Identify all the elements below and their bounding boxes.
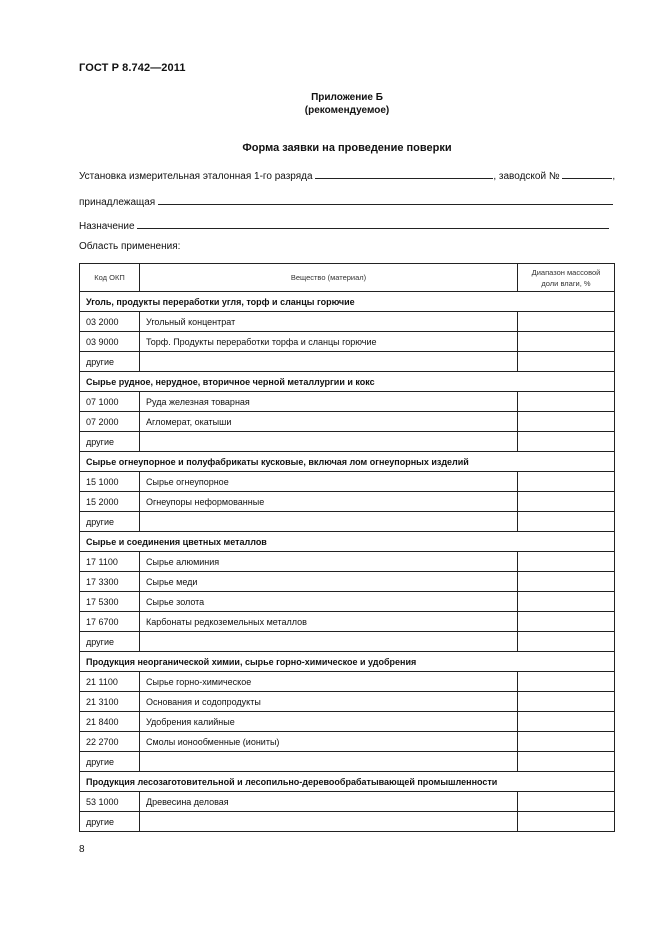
material-cell: Сырье огнеупорное — [140, 472, 518, 492]
material-cell: Агломерат, окатыши — [140, 412, 518, 432]
moisture-range-cell[interactable] — [518, 472, 615, 492]
material-cell: Удобрения калийные — [140, 712, 518, 732]
material-cell: Угольный концентрат — [140, 312, 518, 332]
okp-code-cell: другие — [80, 632, 140, 652]
table-row — [80, 592, 615, 612]
okp-code-cell: другие — [80, 752, 140, 772]
okp-code-cell: другие — [80, 352, 140, 372]
okp-code-cell: 07 2000 — [80, 412, 140, 432]
moisture-range-cell[interactable] — [518, 672, 615, 692]
material-cell — [140, 512, 518, 532]
material-cell: Торф. Продукты переработки торфа и сланцы горючие — [140, 332, 518, 352]
category-row — [80, 652, 615, 672]
okp-code-cell: 17 5300 — [80, 592, 140, 612]
table-row — [80, 392, 615, 412]
table-header-row — [80, 264, 615, 292]
column-header-material: Вещество (материал) — [140, 264, 518, 292]
table-row — [80, 512, 615, 532]
page-number: 8 — [79, 844, 85, 855]
appendix-subtitle: (рекомендуемое) — [304, 105, 390, 116]
okp-code-cell: 21 3100 — [80, 692, 140, 712]
category-title: Уголь, продукты переработки угля, торф и сланцы горючие — [80, 292, 615, 312]
material-cell: Сырье горно-химическое — [140, 672, 518, 692]
category-title: Продукция лесозаготовительной и лесопильно-деревообрабатывающей промышленности — [80, 772, 615, 792]
moisture-range-cell[interactable] — [518, 392, 615, 412]
okp-code-cell: 03 2000 — [80, 312, 140, 332]
okp-code-cell: 15 1000 — [80, 472, 140, 492]
okp-code-cell: другие — [80, 512, 140, 532]
category-title: Продукция неорганической химии, сырье горно-химическое и удобрения — [80, 652, 615, 672]
material-cell: Руда железная товарная — [140, 392, 518, 412]
moisture-range-cell[interactable] — [518, 332, 615, 352]
column-header-moisture: Диапазон массовой доли влаги, % — [518, 264, 615, 292]
moisture-range-cell[interactable] — [518, 352, 615, 372]
column-header-code: Код ОКП — [80, 264, 140, 292]
moisture-range-cell[interactable] — [518, 432, 615, 452]
category-row — [80, 772, 615, 792]
owner-line — [79, 194, 613, 208]
materials-table — [79, 263, 615, 832]
material-cell: Основания и содопродукты — [140, 692, 518, 712]
table-row — [80, 412, 615, 432]
category-row — [80, 372, 615, 392]
moisture-range-cell[interactable] — [518, 732, 615, 752]
table-row — [80, 432, 615, 452]
okp-code-cell: 07 1000 — [80, 392, 140, 412]
table-row — [80, 472, 615, 492]
table-row — [80, 632, 615, 652]
table-row — [80, 492, 615, 512]
purpose-input[interactable] — [137, 218, 609, 229]
installation-input[interactable] — [315, 168, 493, 179]
okp-code-cell: 21 8400 — [80, 712, 140, 732]
category-row — [80, 292, 615, 312]
moisture-range-cell[interactable] — [518, 632, 615, 652]
table-row — [80, 672, 615, 692]
material-cell — [140, 752, 518, 772]
serial-number-input[interactable] — [562, 168, 612, 179]
material-cell: Сырье алюминия — [140, 552, 518, 572]
table-row — [80, 752, 615, 772]
moisture-range-cell[interactable] — [518, 492, 615, 512]
material-cell — [140, 812, 518, 832]
table-row — [80, 692, 615, 712]
moisture-range-cell[interactable] — [518, 312, 615, 332]
table-row — [80, 712, 615, 732]
material-cell: Смолы ионообменные (иониты) — [140, 732, 518, 752]
material-cell: Огнеупоры неформованные — [140, 492, 518, 512]
table-row — [80, 312, 615, 332]
material-cell: Карбонаты редкоземельных металлов — [140, 612, 518, 632]
installation-label: Установка измерительная эталонная 1-го разряда — [79, 171, 313, 182]
okp-code-cell: 53 1000 — [80, 792, 140, 812]
category-title: Сырье огнеупорное и полуфабрикаты кусковые, включая лом огнеупорных изделий — [80, 452, 615, 472]
purpose-line — [79, 218, 609, 232]
material-cell — [140, 432, 518, 452]
moisture-range-cell[interactable] — [518, 812, 615, 832]
material-cell — [140, 352, 518, 372]
table-row — [80, 332, 615, 352]
installation-line — [79, 168, 615, 182]
okp-code-cell: 03 9000 — [80, 332, 140, 352]
table-row — [80, 352, 615, 372]
okp-code-cell: другие — [80, 812, 140, 832]
owner-label: принадлежащая — [79, 197, 156, 208]
moisture-range-cell[interactable] — [518, 752, 615, 772]
table-row — [80, 732, 615, 752]
serial-end: , — [612, 171, 616, 182]
okp-code-cell: 22 2700 — [80, 732, 140, 752]
material-cell: Древесина деловая — [140, 792, 518, 812]
category-row — [80, 532, 615, 552]
okp-code-cell: 21 1100 — [80, 672, 140, 692]
form-title: Форма заявки на проведение поверки — [242, 142, 452, 154]
moisture-range-cell[interactable] — [518, 712, 615, 732]
material-cell: Сырье меди — [140, 572, 518, 592]
category-title: Сырье рудное, нерудное, вторичное черной металлургии и кокс — [80, 372, 615, 392]
moisture-range-cell[interactable] — [518, 592, 615, 612]
document-code: ГОСТ Р 8.742—2011 — [79, 62, 186, 74]
table-row — [80, 572, 615, 592]
moisture-range-cell[interactable] — [518, 512, 615, 532]
table-row — [80, 792, 615, 812]
okp-code-cell: 17 1100 — [80, 552, 140, 572]
category-row — [80, 452, 615, 472]
area-label: Область применения: — [79, 241, 181, 252]
owner-input[interactable] — [158, 194, 613, 205]
okp-code-cell: другие — [80, 432, 140, 452]
moisture-range-cell[interactable] — [518, 692, 615, 712]
appendix-heading — [0, 91, 661, 117]
category-title: Сырье и соединения цветных металлов — [80, 532, 615, 552]
purpose-label: Назначение — [79, 221, 135, 232]
okp-code-cell: 17 3300 — [80, 572, 140, 592]
table-row — [80, 812, 615, 832]
table-row — [80, 612, 615, 632]
appendix-title: Приложение Б — [311, 92, 383, 103]
okp-code-cell: 17 6700 — [80, 612, 140, 632]
moisture-range-cell[interactable] — [518, 572, 615, 592]
table-row — [80, 552, 615, 572]
serial-label: , заводской № — [493, 171, 560, 182]
moisture-range-cell[interactable] — [518, 612, 615, 632]
material-cell — [140, 632, 518, 652]
material-cell: Сырье золота — [140, 592, 518, 612]
okp-code-cell: 15 2000 — [80, 492, 140, 512]
moisture-range-cell[interactable] — [518, 412, 615, 432]
moisture-range-cell[interactable] — [518, 552, 615, 572]
moisture-range-cell[interactable] — [518, 792, 615, 812]
